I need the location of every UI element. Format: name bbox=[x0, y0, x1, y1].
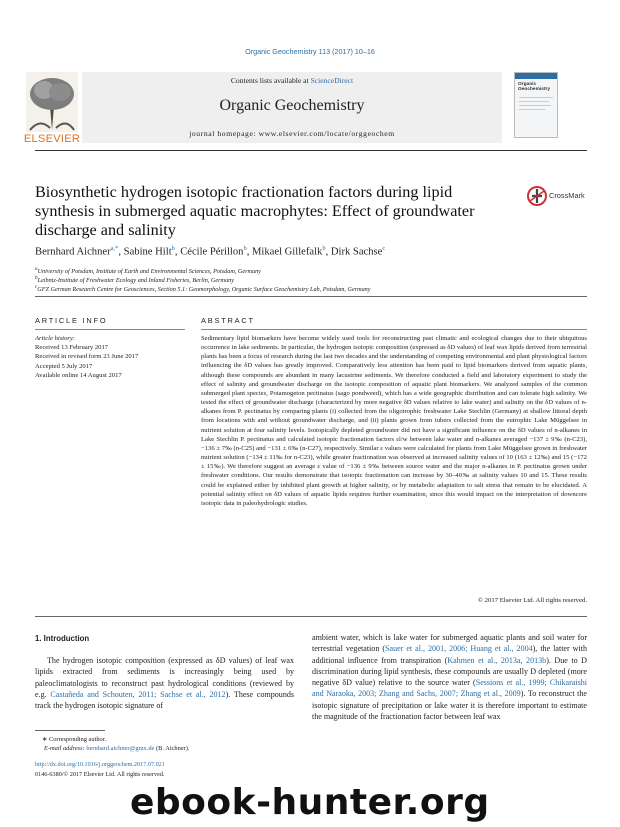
citation-link[interactable]: Castañeda and Schouten, 2011; Sachse et al., 2012 bbox=[50, 689, 226, 699]
history-item: Received 13 February 2017 bbox=[35, 344, 109, 352]
cover-title-line2: Geochemistry bbox=[518, 87, 550, 93]
history-item: Available online 14 August 2017 bbox=[35, 371, 122, 379]
citation-link[interactable]: Sessions et al., 1999; Chikaraishi and Naraoka, 2003; Zhang and Sachs, 2007; Zhang et al., 2009 bbox=[312, 678, 587, 699]
author-name: Cécile Périllon bbox=[180, 246, 244, 258]
author-affil-marker[interactable]: c bbox=[382, 245, 386, 252]
article-info-heading: ARTICLE INFO bbox=[35, 316, 108, 325]
crossmark-label: CrossMark bbox=[549, 191, 585, 200]
intro-text: ), the latter with additional influence from transpiration ( bbox=[312, 644, 587, 665]
history-item: Received in revised form 23 June 2017 bbox=[35, 353, 139, 361]
affiliation bbox=[35, 275, 234, 284]
intro-text: ambient water, which is lake water for submerged aquatic plants and soil water for terrestrial vegetation ( bbox=[312, 633, 587, 654]
email-suffix: (B. Aichner). bbox=[154, 745, 190, 752]
author-affil-marker[interactable]: b bbox=[243, 245, 247, 252]
author-separator: , bbox=[325, 246, 331, 258]
author-affil-marker[interactable]: b bbox=[171, 245, 175, 252]
article-history bbox=[35, 334, 138, 380]
corresponding-author-note: ∗ Corresponding author. bbox=[42, 736, 107, 743]
introduction-heading: 1. Introduction bbox=[35, 634, 90, 643]
author-name: Mikael Gillefalk bbox=[252, 246, 323, 258]
section-rule bbox=[35, 616, 587, 617]
doi-link[interactable]: http://dx.doi.org/10.1016/j.orggeochem.2017.07.021 bbox=[35, 761, 165, 768]
author-name: Sabine Hilt bbox=[123, 246, 172, 258]
history-label: Article history: bbox=[35, 335, 76, 342]
issn-copyright: 0146-6380/© 2017 Elsevier Ltd. All rights reserved. bbox=[35, 771, 165, 778]
affiliation-marker: a bbox=[35, 266, 38, 272]
cover-line bbox=[519, 105, 551, 106]
contents-prefix: Contents lists available at bbox=[230, 76, 311, 85]
affiliation-text: Leibniz-Institute of Freshwater Ecology and Inland Fisheries, Berlin, Germany bbox=[37, 277, 234, 285]
email-link[interactable]: bernhard.aichner@gmx.de bbox=[86, 745, 155, 752]
section-rule bbox=[35, 296, 587, 297]
author-name: Bernhard Aichner bbox=[35, 246, 111, 258]
intro-text: ). Due to D discrimination during lipid synthesis, these compounds are usually D depleted (more negative δD value) relative to the source water ( bbox=[312, 655, 587, 687]
cover-line bbox=[519, 97, 553, 98]
article-info-rule bbox=[35, 329, 185, 330]
author-affil-marker[interactable]: a,* bbox=[110, 245, 119, 252]
sciencedirect-link[interactable]: ScienceDirect bbox=[310, 76, 354, 85]
intro-text: ). These compounds track the hydrogen isotopic signature of bbox=[35, 689, 295, 710]
affiliation-text: University of Potsdam, Institute of Earth and Environmental Sciences, Potsdam, Germany bbox=[37, 268, 261, 276]
history-item: Accepted 5 July 2017 bbox=[35, 362, 93, 370]
intro-text: ). To reconstruct the isotopic signature of precipitation or lake water it is therefore important to estimate the magnitude of the fractionation factor between leaf wax bbox=[312, 689, 587, 721]
journal-homepage[interactable]: journal homepage: www.elsevier.com/locate/orggeochem bbox=[189, 129, 395, 138]
email-footnote bbox=[44, 745, 190, 752]
watermark-text: ebook-hunter.org bbox=[130, 782, 490, 823]
email-label: E-mail address: bbox=[44, 745, 87, 752]
citation-link[interactable]: Kahmen et al., 2013a, 2013b bbox=[447, 655, 547, 665]
cover-line bbox=[519, 109, 545, 110]
affiliation bbox=[35, 284, 371, 293]
cover-top-band bbox=[515, 73, 557, 79]
journal-title: Organic Geochemistry bbox=[219, 97, 365, 114]
journal-cover-thumbnail[interactable] bbox=[514, 72, 558, 138]
author-separator: , bbox=[174, 246, 181, 258]
abstract-text: Sedimentary lipid biomarkers have become widely used tools for reconstructing past climatic and ecological changes due to their ubiquitous occurrence in lake sediments. In particular, the hydrogen isotopic composition (expressed as δD values) of leaf wax lipids derived from terrestrial plants has been a focus of research during the last two decades and the understanding of competing environmental and plant physiological factors influencing the δD values has greatly improved. Comparatively less attention has been paid to lipid biomarkers derived from aquatic plants, although these compounds are abundant in many lacustrine sediments. We therefore conducted a field and laboratory experiment to study the effect of salinity and groundwater discharge on the isotopic composition of aquatic plant biomarkers. We analyzed samples of the common submerged plant species, Potamogeton pectinatus (sago pondweed), which has a wide geographic distribution and can tolerate high salinity. We tested the effect of groundwater discharge (characterized by more negative δD values relative to lake water) and salinity on the δD values of n-alkanes from P. pectinatus by comparing plants (i) collected from the oligotrophic freshwater Lake Stechlin (Germany) at shallow littoral depth from locations with and without groundwater discharge, and (ii) plants grown from tubers collected from the eutrophic Lake Müggelsee in nutrient solution at four salinity levels. Isotopically depleted groundwater did not have a significant influence on the δD values of n-alkanes in Lake Stechlin P. pectinatus and calculated isotopic fractionation factors εl/w between lake water and n-alkanes averaged −137 ± 9‰ (n-C23), −136 ± 7‰ (n-C25) and −131 ± 6‰ (n-C27), respectively. Similar ε values were calculated for plants from Lake Müggelsee grown in freshwater nutrient solution (−134 ± 11‰ for n-C23), while greater fractionation was observed at increased salinity values of 10 (163 ± 12‰) and 15 (−172 ± 15‰). We therefore suggest an average ε value of −136 ± 9‰ between source water and the major n-alkanes in P. pectinatus grown under freshwater conditions. Our results demonstrate that isotopic fractionation can increase by 30–40‰ at salinity values 10 and 15. These results could be explained either by inhibited plant growth at higher salinity, or by metabolic adaptation to salt stress that remain to be elucidated. A potential salinity effect on δD values of aquatic lipids requires further examination, since this would impact on the interpretation of downcore isotopic data in paleohydrologic studies. bbox=[201, 335, 587, 507]
journal-reference[interactable]: Organic Geochemistry 113 (2017) 10–16 bbox=[245, 47, 375, 56]
article-title-line: synthesis in submerged aquatic macrophytes: Effect of groundwater bbox=[35, 202, 475, 220]
abstract-copyright: © 2017 Elsevier Ltd. All rights reserved. bbox=[477, 597, 587, 604]
introduction-right-column bbox=[312, 632, 587, 722]
affiliation-marker: b bbox=[35, 275, 38, 281]
affiliation-text: GFZ German Research Centre for Geosciences, Section 5.1: Geomorphology, Organic Surface Geochemistry Lab, Potsdam, Germany bbox=[37, 286, 371, 294]
intro-text: The hydrogen isotopic composition (expressed as δD values) of leaf wax lipids extracted from sediments is increasingly being used by paleoclimatologists to reconstruct past hydrological conditions (reviewed by e.g. bbox=[35, 656, 294, 699]
author-separator: , bbox=[246, 246, 252, 258]
abstract-heading: ABSTRACT bbox=[201, 316, 255, 325]
citation-link[interactable]: Sauer et al., 2001, 2006; Huang et al., 2004 bbox=[385, 644, 533, 654]
footnote-rule bbox=[35, 730, 105, 731]
elsevier-wordmark: ELSEVIER bbox=[23, 133, 81, 145]
article-title bbox=[35, 183, 505, 240]
cover-line bbox=[519, 101, 549, 102]
affiliation bbox=[35, 266, 261, 275]
masthead-rule bbox=[35, 150, 587, 151]
introduction-left-column bbox=[35, 655, 294, 711]
affiliation-marker: c bbox=[35, 284, 38, 290]
abstract-rule bbox=[201, 329, 587, 330]
cover-title bbox=[518, 82, 550, 93]
article-title-line: discharge and salinity bbox=[35, 221, 176, 239]
author-separator: , bbox=[118, 246, 124, 258]
crossmark-icon bbox=[527, 185, 547, 207]
author-name: Dirk Sachse bbox=[330, 246, 383, 258]
crossmark-button[interactable] bbox=[527, 185, 587, 207]
article-title-line: Biosynthetic hydrogen isotopic fractionation factors during lipid bbox=[35, 183, 453, 201]
author-list bbox=[35, 245, 385, 258]
cover-title-line1: Organic bbox=[518, 82, 537, 87]
author-affil-marker[interactable]: b bbox=[322, 245, 326, 252]
contents-line bbox=[82, 76, 502, 85]
